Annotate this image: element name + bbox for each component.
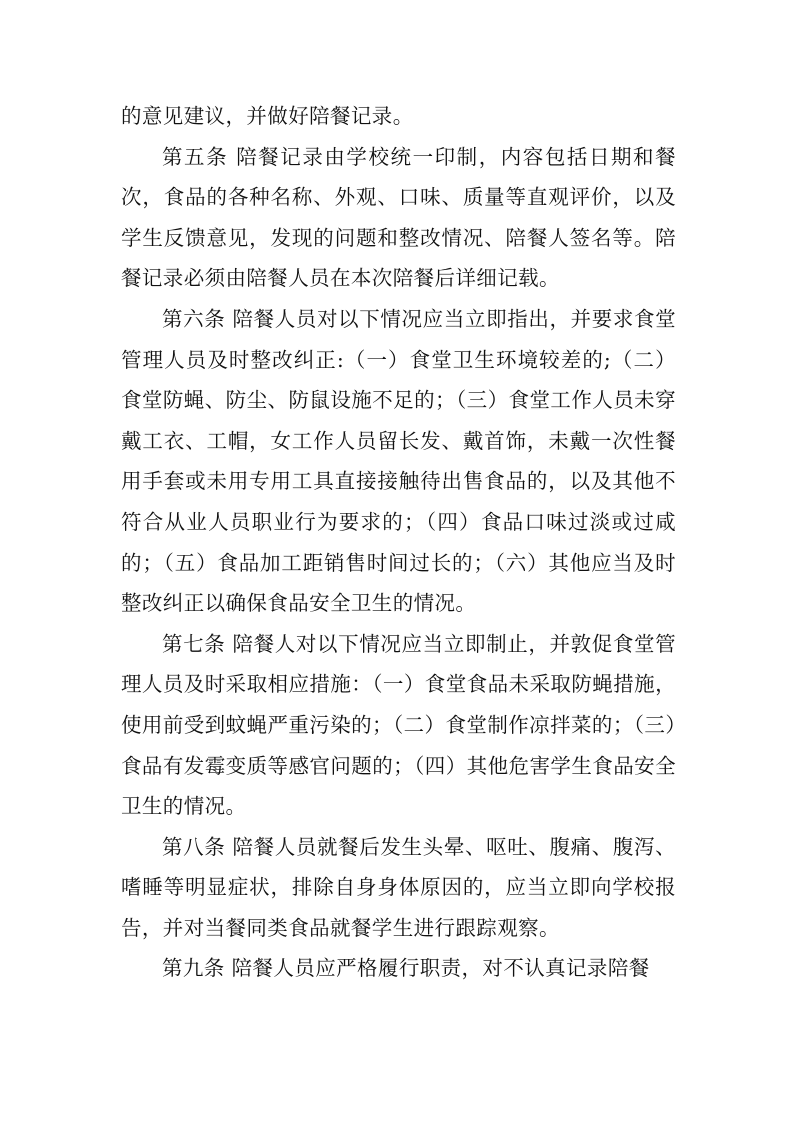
paragraph-continuation: 的意见建议，并做好陪餐记录。	[121, 104, 414, 128]
document-body	[121, 96, 676, 989]
article-8-paragraph: 第八条 陪餐人员就餐后发生头晕、呕吐、腹痛、腹泻、嗜睡等明显症状，排除自身身体原因的，应当立即向学校报告，并对当餐同类食品就餐学生进行跟踪观察。	[121, 834, 676, 940]
article-9-paragraph: 第九条 陪餐人员应严格履行职责，对不认真记录陪餐	[162, 956, 650, 981]
article-6-paragraph: 第六条 陪餐人员对以下情况应当立即指出，并要求食堂管理人员及时整改纠正:（一）食堂卫生环境较差的;（二）食堂防蝇、防尘、防鼠设施不足的；（三）食堂工作人员未穿戴工衣、工帽，女工作人员留长发、戴首饰，未戴一次性餐用手套或未用专用工具直接接触待出售食品的，以及其他不符合从业人员职业行为要求的；（四）食品口味过淡或过咸的；（五）食品加工距销售时间过长的；（六）其他应当及时整改纠正以确保食品安全卫生的情况。	[121, 306, 676, 616]
article-7-paragraph: 第七条 陪餐人对以下情况应当立即制止，并敦促食堂管理人员及时采取相应措施：（一）食堂食品未采取防蝇措施，使用前受到蚊蝇严重污染的；（二）食堂制作凉拌菜的；（三）食品有发霉变质等感官问题的；（四）其他危害学生食品安全卫生的情况。	[121, 631, 676, 819]
article-5-paragraph: 第五条 陪餐记录由学校统一印制，内容包括日期和餐次，食品的各种名称、外观、口味、质量等直观评价，以及学生反馈意见，发现的问题和整改情况、陪餐人签名等。陪餐记录必须由陪餐人员在本次陪餐后详细记载。	[121, 144, 676, 291]
